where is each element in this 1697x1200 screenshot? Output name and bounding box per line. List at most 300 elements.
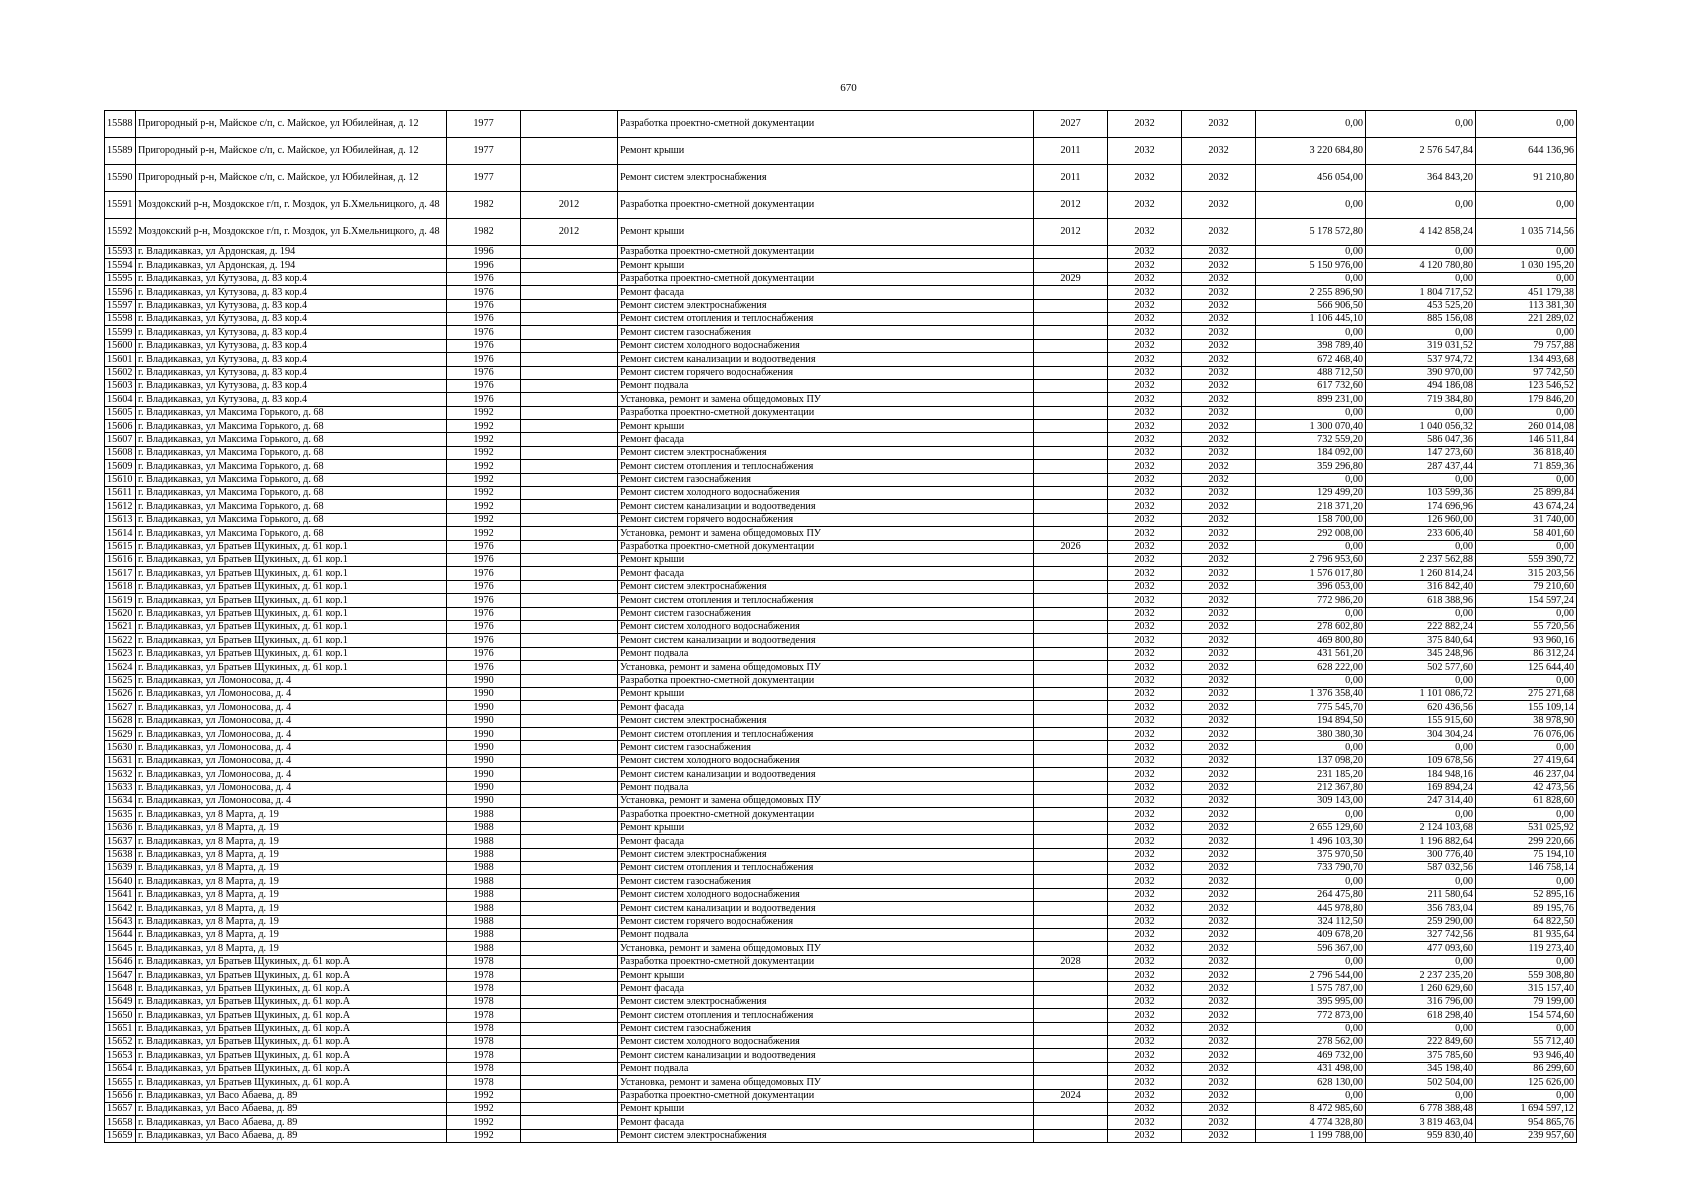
cell-row-number: 15649 bbox=[105, 995, 136, 1008]
cell-work-type: Ремонт систем газоснабжения bbox=[618, 473, 1034, 486]
cell-owner-cost: 52 895,16 bbox=[1476, 888, 1577, 901]
cell-work-type: Установка, ремонт и замена общедомовых ПУ bbox=[618, 661, 1034, 674]
cell-overhaul-year bbox=[521, 1089, 618, 1102]
cell-end-year: 2032 bbox=[1182, 701, 1256, 714]
cell-start-year: 2032 bbox=[1108, 567, 1182, 580]
cell-total-cost: 2 796 544,00 bbox=[1256, 969, 1366, 982]
cell-total-cost: 1 300 070,40 bbox=[1256, 420, 1366, 433]
cell-end-year: 2032 bbox=[1182, 1049, 1256, 1062]
cell-plan-year bbox=[1034, 674, 1108, 687]
cell-address: г. Владикавказ, ул Братьев Щукиных, д. 61 кор.1 bbox=[136, 620, 447, 633]
cell-plan-year bbox=[1034, 460, 1108, 473]
cell-overhaul-year bbox=[521, 138, 618, 165]
cell-work-type: Ремонт систем холодного водоснабжения bbox=[618, 888, 1034, 901]
cell-overhaul-year bbox=[521, 620, 618, 633]
cell-overhaul-year bbox=[521, 634, 618, 647]
cell-address: г. Владикавказ, ул 8 Марта, д. 19 bbox=[136, 928, 447, 941]
cell-plan-year bbox=[1034, 406, 1108, 419]
cell-fund-cost: 1 260 629,60 bbox=[1366, 982, 1476, 995]
cell-start-year: 2032 bbox=[1108, 219, 1182, 246]
cell-work-type: Ремонт систем холодного водоснабжения bbox=[618, 339, 1034, 352]
cell-end-year: 2032 bbox=[1182, 259, 1256, 272]
cell-build-year: 1992 bbox=[447, 500, 521, 513]
table-row bbox=[105, 379, 1577, 392]
cell-overhaul-year bbox=[521, 848, 618, 861]
cell-row-number: 15595 bbox=[105, 272, 136, 285]
cell-end-year: 2032 bbox=[1182, 473, 1256, 486]
cell-fund-cost: 287 437,44 bbox=[1366, 460, 1476, 473]
cell-end-year: 2032 bbox=[1182, 420, 1256, 433]
cell-address: г. Владикавказ, ул 8 Марта, д. 19 bbox=[136, 861, 447, 874]
cell-total-cost: 431 561,20 bbox=[1256, 647, 1366, 660]
cell-work-type: Ремонт систем электроснабжения bbox=[618, 848, 1034, 861]
cell-work-type: Ремонт подвала bbox=[618, 647, 1034, 660]
cell-build-year: 1978 bbox=[447, 969, 521, 982]
cell-total-cost: 0,00 bbox=[1256, 741, 1366, 754]
table-row bbox=[105, 1129, 1577, 1142]
cell-total-cost: 1 575 787,00 bbox=[1256, 982, 1366, 995]
cell-owner-cost: 43 674,24 bbox=[1476, 500, 1577, 513]
cell-total-cost: 129 499,20 bbox=[1256, 487, 1366, 500]
cell-address: г. Владикавказ, ул Ломоносова, д. 4 bbox=[136, 781, 447, 794]
cell-end-year: 2032 bbox=[1182, 192, 1256, 219]
cell-fund-cost: 0,00 bbox=[1366, 607, 1476, 620]
cell-row-number: 15643 bbox=[105, 915, 136, 928]
cell-fund-cost: 316 842,40 bbox=[1366, 580, 1476, 593]
cell-build-year: 1976 bbox=[447, 620, 521, 633]
cell-total-cost: 772 986,20 bbox=[1256, 594, 1366, 607]
cell-fund-cost: 0,00 bbox=[1366, 674, 1476, 687]
cell-plan-year bbox=[1034, 728, 1108, 741]
cell-end-year: 2032 bbox=[1182, 647, 1256, 660]
cell-overhaul-year bbox=[521, 339, 618, 352]
cell-total-cost: 1 496 103,30 bbox=[1256, 835, 1366, 848]
cell-plan-year bbox=[1034, 928, 1108, 941]
cell-row-number: 15651 bbox=[105, 1022, 136, 1035]
cell-work-type: Ремонт систем горячего водоснабжения bbox=[618, 513, 1034, 526]
cell-end-year: 2032 bbox=[1182, 500, 1256, 513]
cell-row-number: 15604 bbox=[105, 393, 136, 406]
cell-build-year: 1978 bbox=[447, 1036, 521, 1049]
cell-total-cost: 0,00 bbox=[1256, 808, 1366, 821]
cell-owner-cost: 38 978,90 bbox=[1476, 714, 1577, 727]
cell-address: г. Владикавказ, ул Братьев Щукиных, д. 61 кор.А bbox=[136, 1076, 447, 1089]
cell-fund-cost: 0,00 bbox=[1366, 111, 1476, 138]
cell-start-year: 2032 bbox=[1108, 888, 1182, 901]
cell-plan-year bbox=[1034, 687, 1108, 700]
cell-owner-cost: 315 157,40 bbox=[1476, 982, 1577, 995]
cell-row-number: 15618 bbox=[105, 580, 136, 593]
cell-build-year: 1976 bbox=[447, 326, 521, 339]
cell-start-year: 2032 bbox=[1108, 540, 1182, 553]
cell-address: г. Владикавказ, ул Братьев Щукиных, д. 61 кор.1 bbox=[136, 553, 447, 566]
cell-address: г. Владикавказ, ул Братьев Щукиных, д. 61 кор.А bbox=[136, 982, 447, 995]
cell-address: г. Владикавказ, ул Максима Горького, д. 68 bbox=[136, 487, 447, 500]
cell-plan-year bbox=[1034, 446, 1108, 459]
cell-owner-cost: 315 203,56 bbox=[1476, 567, 1577, 580]
table-row bbox=[105, 714, 1577, 727]
cell-start-year: 2032 bbox=[1108, 433, 1182, 446]
cell-build-year: 1990 bbox=[447, 728, 521, 741]
cell-fund-cost: 0,00 bbox=[1366, 473, 1476, 486]
cell-work-type: Ремонт систем отопления и теплоснабжения bbox=[618, 728, 1034, 741]
cell-row-number: 15624 bbox=[105, 661, 136, 674]
cell-end-year: 2032 bbox=[1182, 513, 1256, 526]
table-row bbox=[105, 473, 1577, 486]
cell-build-year: 1976 bbox=[447, 634, 521, 647]
cell-owner-cost: 61 828,60 bbox=[1476, 795, 1577, 808]
cell-plan-year bbox=[1034, 1103, 1108, 1116]
cell-fund-cost: 4 142 858,24 bbox=[1366, 219, 1476, 246]
cell-total-cost: 278 562,00 bbox=[1256, 1036, 1366, 1049]
cell-row-number: 15614 bbox=[105, 527, 136, 540]
cell-total-cost: 218 371,20 bbox=[1256, 500, 1366, 513]
cell-end-year: 2032 bbox=[1182, 848, 1256, 861]
cell-row-number: 15657 bbox=[105, 1103, 136, 1116]
cell-end-year: 2032 bbox=[1182, 1036, 1256, 1049]
table-row bbox=[105, 433, 1577, 446]
cell-address: г. Владикавказ, ул 8 Марта, д. 19 bbox=[136, 915, 447, 928]
cell-row-number: 15592 bbox=[105, 219, 136, 246]
cell-end-year: 2032 bbox=[1182, 1089, 1256, 1102]
table-row bbox=[105, 111, 1577, 138]
cell-build-year: 1990 bbox=[447, 701, 521, 714]
table-row bbox=[105, 165, 1577, 192]
cell-build-year: 1988 bbox=[447, 888, 521, 901]
cell-fund-cost: 2 237 562,88 bbox=[1366, 553, 1476, 566]
cell-overhaul-year bbox=[521, 406, 618, 419]
cell-row-number: 15621 bbox=[105, 620, 136, 633]
cell-address: г. Владикавказ, ул 8 Марта, д. 19 bbox=[136, 835, 447, 848]
cell-start-year: 2032 bbox=[1108, 1062, 1182, 1075]
cell-work-type: Ремонт систем холодного водоснабжения bbox=[618, 487, 1034, 500]
cell-build-year: 1976 bbox=[447, 379, 521, 392]
cell-build-year: 1976 bbox=[447, 299, 521, 312]
cell-work-type: Разработка проектно-сметной документации bbox=[618, 111, 1034, 138]
cell-fund-cost: 375 785,60 bbox=[1366, 1049, 1476, 1062]
cell-owner-cost: 55 712,40 bbox=[1476, 1036, 1577, 1049]
cell-overhaul-year bbox=[521, 594, 618, 607]
cell-total-cost: 5 178 572,80 bbox=[1256, 219, 1366, 246]
cell-address: г. Владикавказ, ул Кутузова, д. 83 кор.4 bbox=[136, 286, 447, 299]
cell-address: г. Владикавказ, ул 8 Марта, д. 19 bbox=[136, 808, 447, 821]
cell-total-cost: 194 894,50 bbox=[1256, 714, 1366, 727]
table-row bbox=[105, 902, 1577, 915]
cell-end-year: 2032 bbox=[1182, 299, 1256, 312]
cell-address: г. Владикавказ, ул Ломоносова, д. 4 bbox=[136, 741, 447, 754]
table-row bbox=[105, 607, 1577, 620]
cell-start-year: 2032 bbox=[1108, 165, 1182, 192]
cell-work-type: Ремонт крыши bbox=[618, 420, 1034, 433]
cell-address: г. Владикавказ, ул Максима Горького, д. 68 bbox=[136, 527, 447, 540]
cell-fund-cost: 1 040 056,32 bbox=[1366, 420, 1476, 433]
cell-total-cost: 628 222,00 bbox=[1256, 661, 1366, 674]
cell-start-year: 2032 bbox=[1108, 861, 1182, 874]
cell-build-year: 1988 bbox=[447, 861, 521, 874]
cell-plan-year bbox=[1034, 1076, 1108, 1089]
cell-work-type: Установка, ремонт и замена общедомовых ПУ bbox=[618, 1076, 1034, 1089]
cell-fund-cost: 618 388,96 bbox=[1366, 594, 1476, 607]
cell-plan-year: 2029 bbox=[1034, 272, 1108, 285]
cell-build-year: 1988 bbox=[447, 902, 521, 915]
cell-fund-cost: 109 678,56 bbox=[1366, 754, 1476, 767]
cell-fund-cost: 233 606,40 bbox=[1366, 527, 1476, 540]
cell-overhaul-year bbox=[521, 460, 618, 473]
cell-fund-cost: 345 198,40 bbox=[1366, 1062, 1476, 1075]
cell-plan-year bbox=[1034, 768, 1108, 781]
cell-work-type: Ремонт фасада bbox=[618, 567, 1034, 580]
cell-end-year: 2032 bbox=[1182, 728, 1256, 741]
cell-row-number: 15647 bbox=[105, 969, 136, 982]
cell-work-type: Разработка проектно-сметной документации bbox=[618, 955, 1034, 968]
cell-start-year: 2032 bbox=[1108, 754, 1182, 767]
cell-work-type: Ремонт систем газоснабжения bbox=[618, 875, 1034, 888]
cell-build-year: 1977 bbox=[447, 138, 521, 165]
cell-total-cost: 732 559,20 bbox=[1256, 433, 1366, 446]
cell-overhaul-year bbox=[521, 768, 618, 781]
cell-start-year: 2032 bbox=[1108, 299, 1182, 312]
cell-plan-year bbox=[1034, 473, 1108, 486]
cell-start-year: 2032 bbox=[1108, 915, 1182, 928]
cell-build-year: 1978 bbox=[447, 995, 521, 1008]
cell-total-cost: 431 498,00 bbox=[1256, 1062, 1366, 1075]
cell-fund-cost: 0,00 bbox=[1366, 326, 1476, 339]
cell-plan-year bbox=[1034, 634, 1108, 647]
cell-fund-cost: 0,00 bbox=[1366, 246, 1476, 259]
cell-end-year: 2032 bbox=[1182, 888, 1256, 901]
cell-start-year: 2032 bbox=[1108, 487, 1182, 500]
cell-total-cost: 0,00 bbox=[1256, 246, 1366, 259]
cell-start-year: 2032 bbox=[1108, 420, 1182, 433]
cell-start-year: 2032 bbox=[1108, 393, 1182, 406]
cell-start-year: 2032 bbox=[1108, 138, 1182, 165]
cell-row-number: 15610 bbox=[105, 473, 136, 486]
cell-owner-cost: 75 194,10 bbox=[1476, 848, 1577, 861]
cell-end-year: 2032 bbox=[1182, 272, 1256, 285]
cell-total-cost: 3 220 684,80 bbox=[1256, 138, 1366, 165]
cell-row-number: 15627 bbox=[105, 701, 136, 714]
cell-build-year: 1978 bbox=[447, 1009, 521, 1022]
cell-row-number: 15597 bbox=[105, 299, 136, 312]
cell-row-number: 15635 bbox=[105, 808, 136, 821]
cell-address: г. Владикавказ, ул Братьев Щукиных, д. 61 кор.А bbox=[136, 969, 447, 982]
cell-total-cost: 672 468,40 bbox=[1256, 353, 1366, 366]
cell-plan-year bbox=[1034, 1116, 1108, 1129]
cell-plan-year bbox=[1034, 741, 1108, 754]
cell-row-number: 15611 bbox=[105, 487, 136, 500]
cell-overhaul-year bbox=[521, 1129, 618, 1142]
cell-total-cost: 899 231,00 bbox=[1256, 393, 1366, 406]
cell-owner-cost: 0,00 bbox=[1476, 192, 1577, 219]
cell-plan-year bbox=[1034, 835, 1108, 848]
cell-overhaul-year bbox=[521, 286, 618, 299]
cell-build-year: 1976 bbox=[447, 540, 521, 553]
cell-row-number: 15634 bbox=[105, 795, 136, 808]
cell-work-type: Ремонт систем горячего водоснабжения bbox=[618, 915, 1034, 928]
cell-row-number: 15588 bbox=[105, 111, 136, 138]
cell-end-year: 2032 bbox=[1182, 312, 1256, 325]
page-number: 670 bbox=[840, 82, 857, 94]
cell-fund-cost: 364 843,20 bbox=[1366, 165, 1476, 192]
cell-row-number: 15656 bbox=[105, 1089, 136, 1102]
cell-owner-cost: 1 030 195,20 bbox=[1476, 259, 1577, 272]
cell-build-year: 1992 bbox=[447, 1116, 521, 1129]
cell-row-number: 15590 bbox=[105, 165, 136, 192]
cell-start-year: 2032 bbox=[1108, 111, 1182, 138]
cell-build-year: 1988 bbox=[447, 848, 521, 861]
cell-overhaul-year bbox=[521, 728, 618, 741]
cell-work-type: Ремонт систем холодного водоснабжения bbox=[618, 1036, 1034, 1049]
cell-end-year: 2032 bbox=[1182, 808, 1256, 821]
cell-work-type: Ремонт систем электроснабжения bbox=[618, 165, 1034, 192]
cell-address: г. Владикавказ, ул 8 Марта, д. 19 bbox=[136, 942, 447, 955]
cell-total-cost: 264 475,80 bbox=[1256, 888, 1366, 901]
cell-fund-cost: 620 436,56 bbox=[1366, 701, 1476, 714]
cell-overhaul-year bbox=[521, 942, 618, 955]
cell-work-type: Ремонт систем канализации и водоотведения bbox=[618, 353, 1034, 366]
cell-end-year: 2032 bbox=[1182, 661, 1256, 674]
table-row bbox=[105, 942, 1577, 955]
cell-total-cost: 1 199 788,00 bbox=[1256, 1129, 1366, 1142]
cell-overhaul-year bbox=[521, 487, 618, 500]
cell-total-cost: 0,00 bbox=[1256, 955, 1366, 968]
cell-plan-year bbox=[1034, 366, 1108, 379]
cell-build-year: 1990 bbox=[447, 714, 521, 727]
cell-total-cost: 775 545,70 bbox=[1256, 701, 1366, 714]
cell-end-year: 2032 bbox=[1182, 607, 1256, 620]
table-row bbox=[105, 299, 1577, 312]
cell-total-cost: 1 376 358,40 bbox=[1256, 687, 1366, 700]
cell-plan-year bbox=[1034, 527, 1108, 540]
cell-plan-year bbox=[1034, 915, 1108, 928]
cell-start-year: 2032 bbox=[1108, 353, 1182, 366]
cell-owner-cost: 154 574,60 bbox=[1476, 1009, 1577, 1022]
cell-owner-cost: 42 473,56 bbox=[1476, 781, 1577, 794]
cell-start-year: 2032 bbox=[1108, 1036, 1182, 1049]
cell-build-year: 1978 bbox=[447, 1062, 521, 1075]
table-row bbox=[105, 1036, 1577, 1049]
cell-end-year: 2032 bbox=[1182, 446, 1256, 459]
table-row bbox=[105, 781, 1577, 794]
cell-fund-cost: 222 882,24 bbox=[1366, 620, 1476, 633]
table-row bbox=[105, 728, 1577, 741]
cell-build-year: 1992 bbox=[447, 1089, 521, 1102]
cell-overhaul-year bbox=[521, 446, 618, 459]
cell-owner-cost: 79 210,60 bbox=[1476, 580, 1577, 593]
cell-build-year: 1992 bbox=[447, 420, 521, 433]
cell-owner-cost: 125 626,00 bbox=[1476, 1076, 1577, 1089]
cell-end-year: 2032 bbox=[1182, 1022, 1256, 1035]
table-row bbox=[105, 286, 1577, 299]
cell-plan-year bbox=[1034, 714, 1108, 727]
cell-build-year: 1976 bbox=[447, 339, 521, 352]
cell-build-year: 1976 bbox=[447, 366, 521, 379]
cell-row-number: 15623 bbox=[105, 647, 136, 660]
cell-total-cost: 0,00 bbox=[1256, 540, 1366, 553]
cell-work-type: Ремонт систем горячего водоснабжения bbox=[618, 366, 1034, 379]
cell-build-year: 1976 bbox=[447, 594, 521, 607]
cell-fund-cost: 211 580,64 bbox=[1366, 888, 1476, 901]
cell-total-cost: 324 112,50 bbox=[1256, 915, 1366, 928]
cell-start-year: 2032 bbox=[1108, 1022, 1182, 1035]
cell-start-year: 2032 bbox=[1108, 728, 1182, 741]
cell-work-type: Ремонт систем отопления и теплоснабжения bbox=[618, 460, 1034, 473]
cell-start-year: 2032 bbox=[1108, 835, 1182, 848]
cell-work-type: Ремонт систем газоснабжения bbox=[618, 326, 1034, 339]
cell-address: г. Владикавказ, ул Братьев Щукиных, д. 61 кор.1 bbox=[136, 567, 447, 580]
cell-build-year: 1982 bbox=[447, 219, 521, 246]
cell-fund-cost: 3 819 463,04 bbox=[1366, 1116, 1476, 1129]
cell-total-cost: 596 367,00 bbox=[1256, 942, 1366, 955]
cell-row-number: 15650 bbox=[105, 1009, 136, 1022]
cell-work-type: Ремонт систем отопления и теплоснабжения bbox=[618, 1009, 1034, 1022]
cell-row-number: 15620 bbox=[105, 607, 136, 620]
cell-fund-cost: 174 696,96 bbox=[1366, 500, 1476, 513]
cell-owner-cost: 58 401,60 bbox=[1476, 527, 1577, 540]
cell-address: г. Владикавказ, ул Максима Горького, д. 68 bbox=[136, 500, 447, 513]
cell-address: г. Владикавказ, ул Братьев Щукиных, д. 61 кор.1 bbox=[136, 634, 447, 647]
cell-plan-year bbox=[1034, 808, 1108, 821]
cell-overhaul-year bbox=[521, 808, 618, 821]
cell-total-cost: 469 732,00 bbox=[1256, 1049, 1366, 1062]
cell-overhaul-year bbox=[521, 915, 618, 928]
cell-plan-year bbox=[1034, 1062, 1108, 1075]
cell-build-year: 1992 bbox=[447, 487, 521, 500]
cell-plan-year bbox=[1034, 259, 1108, 272]
cell-owner-cost: 0,00 bbox=[1476, 741, 1577, 754]
cell-fund-cost: 375 840,64 bbox=[1366, 634, 1476, 647]
cell-row-number: 15613 bbox=[105, 513, 136, 526]
table-row bbox=[105, 754, 1577, 767]
cell-owner-cost: 239 957,60 bbox=[1476, 1129, 1577, 1142]
cell-plan-year bbox=[1034, 379, 1108, 392]
cell-owner-cost: 55 720,56 bbox=[1476, 620, 1577, 633]
cell-row-number: 15633 bbox=[105, 781, 136, 794]
table-row bbox=[105, 795, 1577, 808]
table-row bbox=[105, 982, 1577, 995]
cell-plan-year: 2011 bbox=[1034, 138, 1108, 165]
cell-fund-cost: 2 237 235,20 bbox=[1366, 969, 1476, 982]
cell-start-year: 2032 bbox=[1108, 312, 1182, 325]
cell-plan-year bbox=[1034, 1129, 1108, 1142]
cell-total-cost: 2 255 896,90 bbox=[1256, 286, 1366, 299]
cell-work-type: Ремонт крыши bbox=[618, 821, 1034, 834]
cell-owner-cost: 644 136,96 bbox=[1476, 138, 1577, 165]
table-row bbox=[105, 821, 1577, 834]
cell-work-type: Разработка проектно-сметной документации bbox=[618, 808, 1034, 821]
cell-overhaul-year bbox=[521, 580, 618, 593]
cell-plan-year bbox=[1034, 567, 1108, 580]
cell-row-number: 15652 bbox=[105, 1036, 136, 1049]
cell-overhaul-year bbox=[521, 754, 618, 767]
cell-start-year: 2032 bbox=[1108, 594, 1182, 607]
cell-build-year: 1976 bbox=[447, 286, 521, 299]
cell-overhaul-year bbox=[521, 353, 618, 366]
cell-overhaul-year: 2012 bbox=[521, 192, 618, 219]
table-row bbox=[105, 1022, 1577, 1035]
cell-address: г. Владикавказ, ул Васо Абаева, д. 89 bbox=[136, 1116, 447, 1129]
cell-build-year: 1990 bbox=[447, 795, 521, 808]
cell-row-number: 15658 bbox=[105, 1116, 136, 1129]
cell-work-type: Разработка проектно-сметной документации bbox=[618, 540, 1034, 553]
table-row bbox=[105, 138, 1577, 165]
cell-row-number: 15639 bbox=[105, 861, 136, 874]
cell-row-number: 15632 bbox=[105, 768, 136, 781]
cell-fund-cost: 300 776,40 bbox=[1366, 848, 1476, 861]
cell-build-year: 1988 bbox=[447, 835, 521, 848]
cell-owner-cost: 179 846,20 bbox=[1476, 393, 1577, 406]
table-row bbox=[105, 487, 1577, 500]
